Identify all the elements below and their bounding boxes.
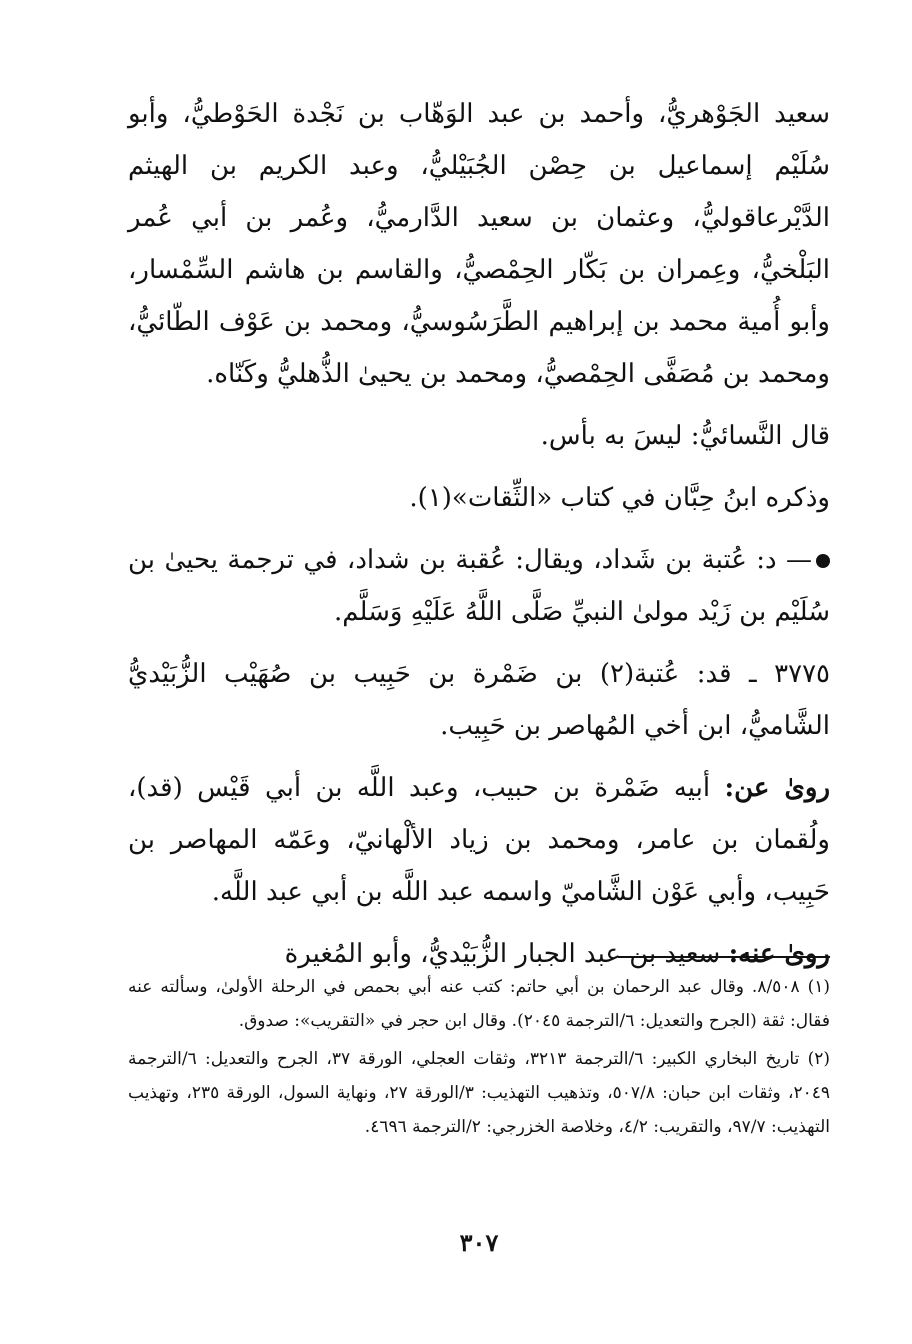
page-number: ٣٠٧ xyxy=(459,1228,499,1257)
paragraph-rawa-an xyxy=(128,762,830,918)
page-content xyxy=(128,88,830,1344)
paragraph-nasai: قال النَّسائيُّ: ليسَ به بأس. xyxy=(540,421,830,451)
paragraph-narrators: سعيد الجَوْهريُّ، وأحمد بن عبد الوَهّاب بن نَجْدة الحَوْطيُّ، وأبو سُلَيْم إسماعيل بن حِصْن الجُبَيْليُّ، وعبد الكريم بن الهيثم الدَّيْرعاقوليُّ، وعثمان بن سعيد الدَّارميُّ، وعُمر بن أبي عُمر البَلْخيُّ، وعِمران بن بَكّار الحِمْصيُّ، والقاسم بن هاشم السِّمْسار، وأبو أُمية محمد بن إبراهيم الطَّرَسُوسيُّ، ومحمد بن عَوْف الطّائيُّ، ومحمد بن مُصَفَّى الحِمْصيُّ، ومحمد بن يحيىٰ الذُّهليُّ وكَنّاه. xyxy=(128,99,830,389)
paragraph-rawa-an-text: أبيه ضَمْرة بن حبيب، وعبد اللَّه بن أبي قَيْس (قد)، ولُقمان بن عامر، ومحمد بن زياد الألْهانيّ، وعَمّه المهاصر بن حَبِيب، وأبي عَوْن الشَّاميّ واسمه عبد اللَّه بن أبي عبد اللَّه. xyxy=(128,773,830,907)
footnote-1: (١) ٨/٥٠٨. وقال عبد الرحمان بن أبي حاتم: كتب عنه أبي بحمص في الرحلة الأولىٰ، وسألته عنه فقال: ثقة (الجرح والتعديل: ٦/الترجمة ٢٠٤٥). وقال ابن حجر في «التقريب»: صدوق. xyxy=(128,977,830,1031)
paragraph-rawa-anhu-text: سعيد بن عبد الجبار الزُّبَيْديُّ، وأبو المُغيرة xyxy=(284,939,721,969)
footnotes xyxy=(128,970,830,1148)
label-rawa-anhu: روىٰ عنه: xyxy=(728,939,830,969)
paragraph-utba-shaddad-text: — د: عُتبة بن شَداد، ويقال: عُقبة بن شداد، في ترجمة يحيىٰ بن سُلَيْم بن زَيْد مولىٰ النبيِّ صَلَّى اللَّهُ عَلَيْهِ وَسَلَّم. xyxy=(128,545,830,627)
bullet-icon xyxy=(816,554,830,568)
paragraph-ibn-hibban: وذكره ابنُ حِبَّان في كتاب «الثِّقات»(١). xyxy=(409,483,830,513)
main-text xyxy=(128,88,830,980)
paragraph-utba-shaddad xyxy=(128,534,830,638)
label-rawa-an: روىٰ عن: xyxy=(724,773,831,803)
paragraph-entry-3775: ٣٧٧٥ ـ قد: عُتبة(٢) بن ضَمْرة بن حَبِيب بن صُهَيْب الزُّبَيْديُّ الشَّاميُّ، ابن أخي المُهاصر بن حَبِيب. xyxy=(128,659,830,741)
footnote-divider xyxy=(618,956,830,958)
footnote-2: (٢) تاريخ البخاري الكبير: ٦/الترجمة ٣٢١٣، وثقات العجلي، الورقة ٣٧، الجرح والتعديل: ٦/الترجمة ٢٠٤٩، وثقات ابن حبان: ٥٠٧/٨، وتذهيب التهذيب: ٣/الورقة ٢٧، ونهاية السول، الورقة ٢٣٥، وتهذيب التهذيب: ٩٧/٧، والتقريب: ٤/٢، وخلاصة الخزرجي: ٢/الترجمة ٤٦٩٦. xyxy=(128,1049,831,1137)
